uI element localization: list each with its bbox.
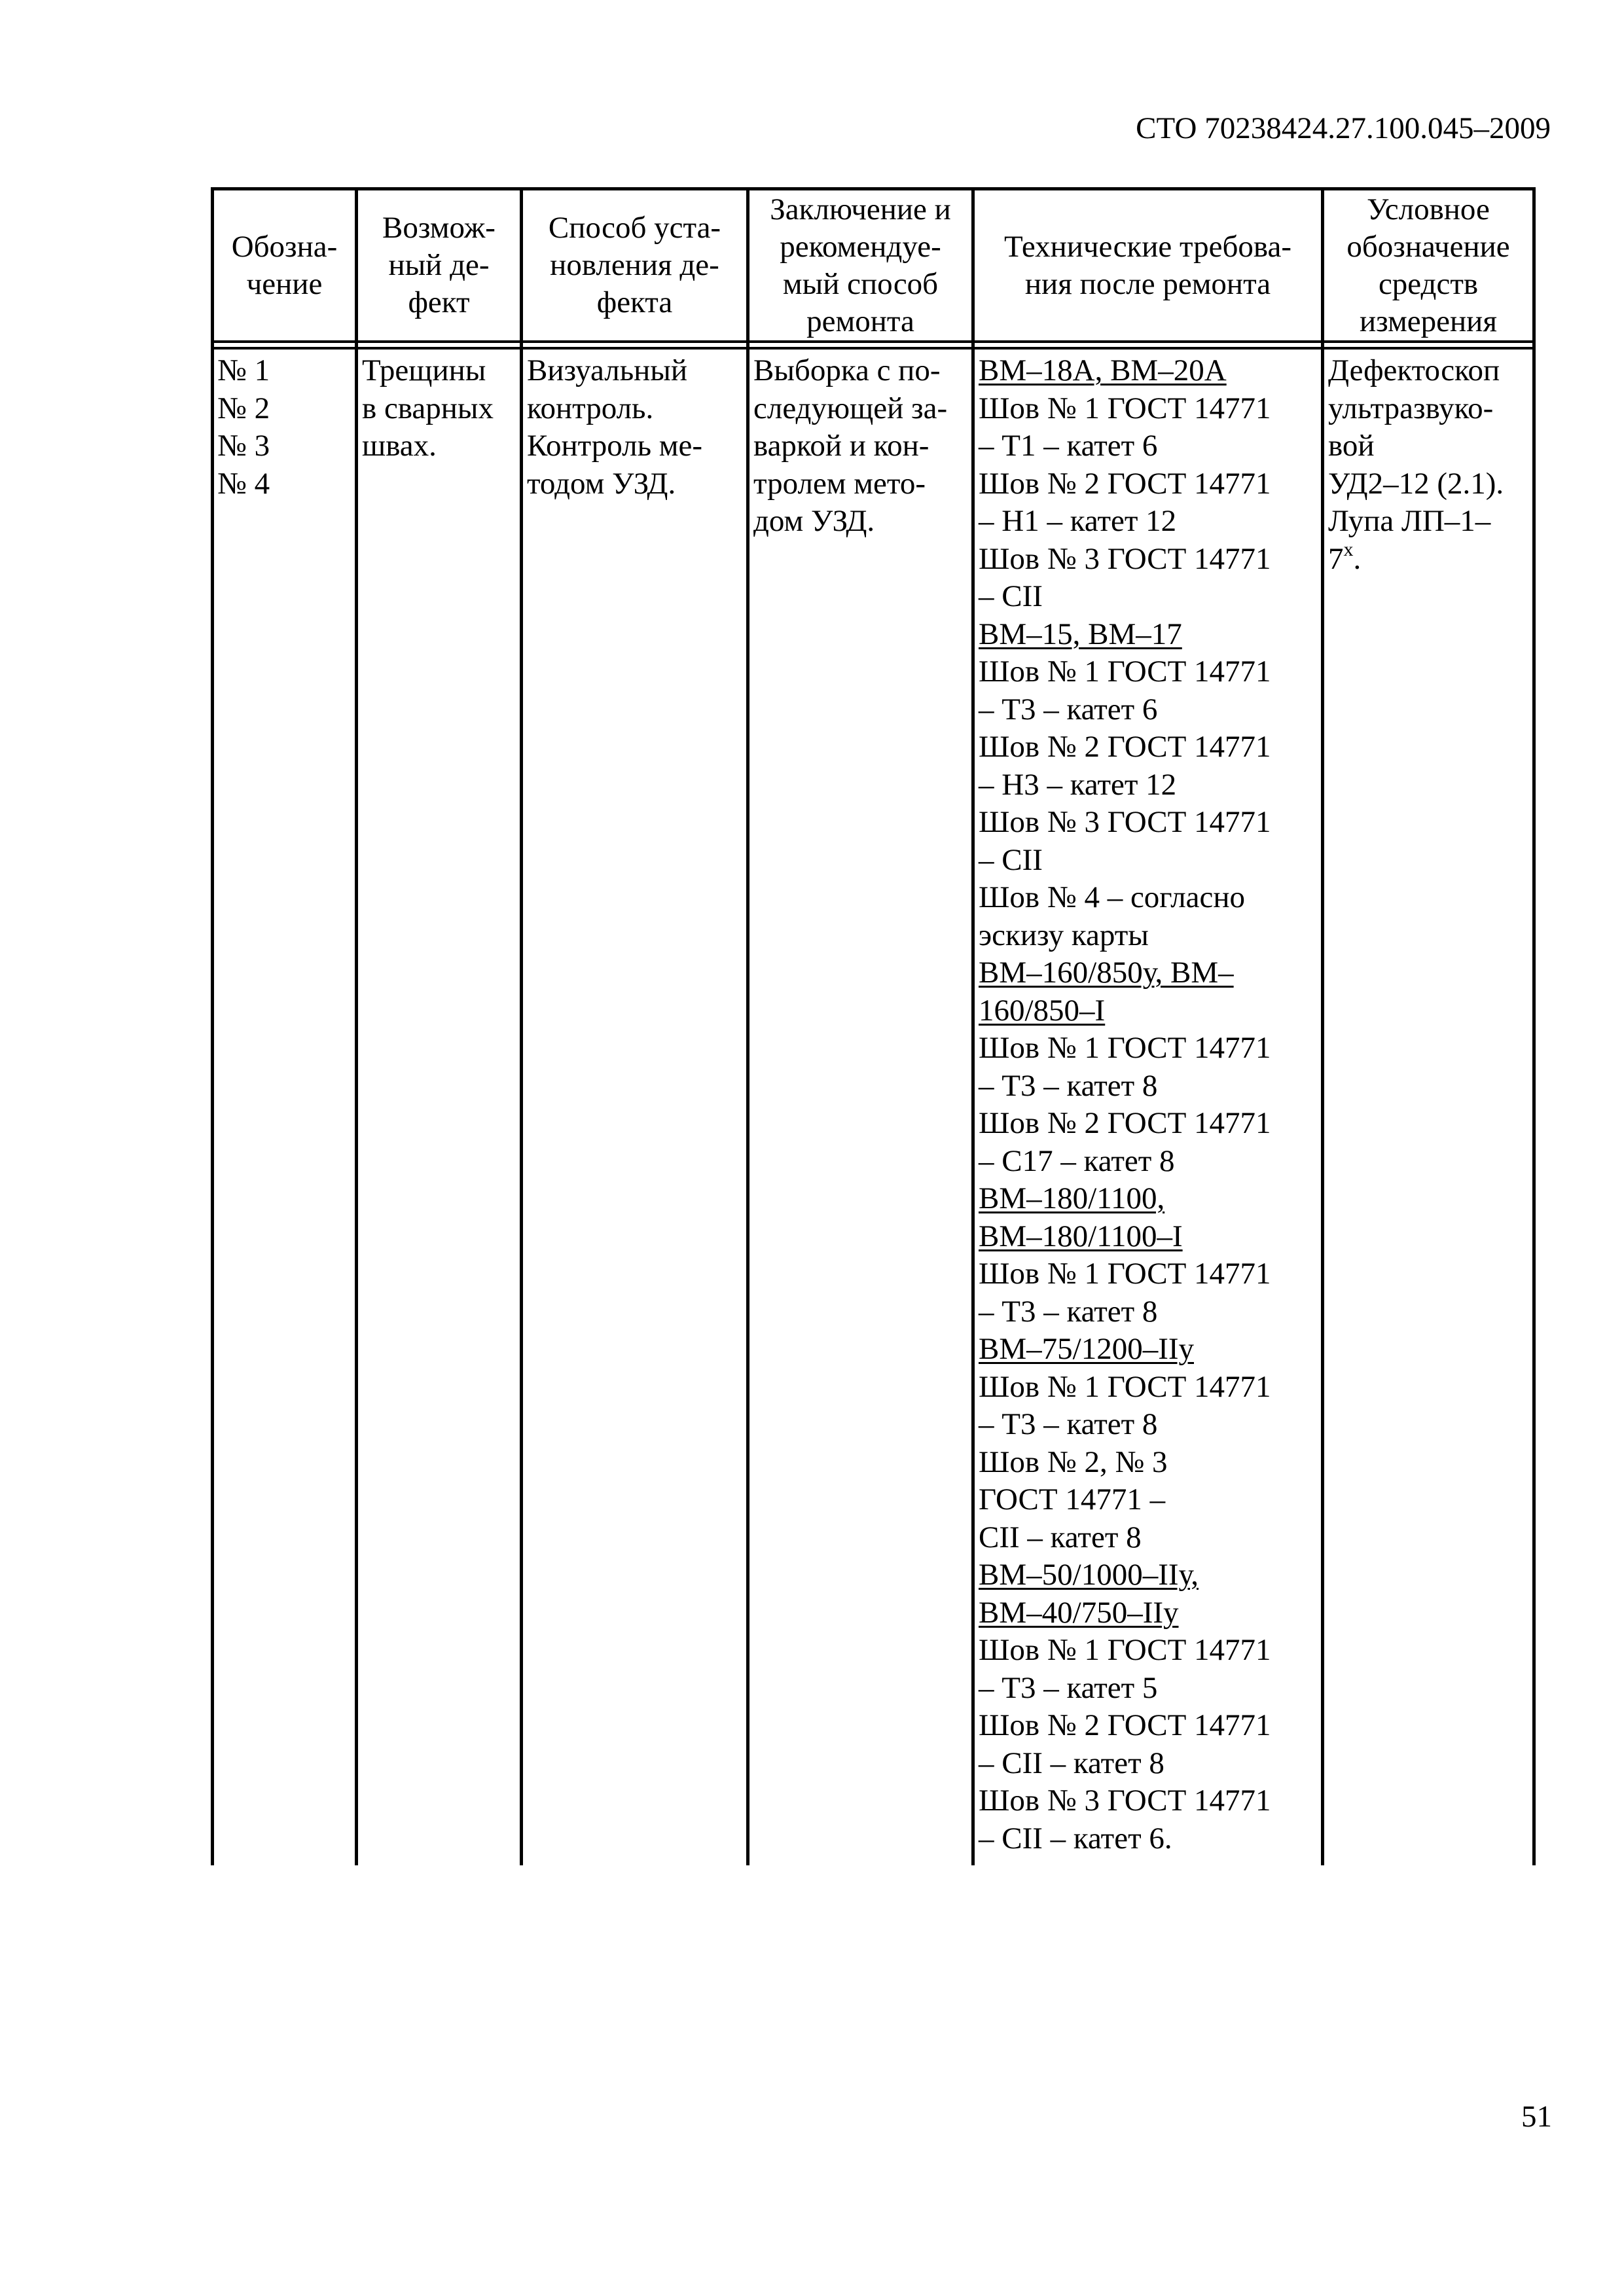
header-line: Способ уста- <box>548 211 721 245</box>
requirement-line: Шов № 2, № 3 <box>979 1444 1168 1479</box>
requirement-line: Шов № 1 ГОСТ 14771 <box>979 1369 1271 1404</box>
model-group-heading: ВМ–15, ВМ–17 <box>979 617 1182 651</box>
cell-line: № 3 <box>217 429 270 463</box>
cell-technical-requirements <box>979 352 1271 1857</box>
requirement-line: ГОСТ 14771 – <box>979 1482 1166 1516</box>
cell-line: Трещины <box>362 353 486 387</box>
requirement-line: Шов № 1 ГОСТ 14771 <box>979 1031 1271 1065</box>
requirement-line: Шов № 1 ГОСТ 14771 <box>979 1633 1271 1667</box>
requirement-line: – Т3 – катет 8 <box>979 1068 1158 1103</box>
header-line: Условное <box>1367 192 1490 226</box>
cell-line: тодом УЗД. <box>527 466 676 501</box>
model-group-heading: ВМ–75/1200–IIу <box>979 1332 1194 1366</box>
col-border-4 <box>971 187 975 1865</box>
header-repair-method <box>749 190 971 340</box>
requirement-line: – Т3 – катет 5 <box>979 1670 1158 1705</box>
header-line: обозначение <box>1346 229 1510 264</box>
cell-line: № 2 <box>217 391 270 425</box>
cell-line: вой <box>1328 429 1375 463</box>
requirement-line: – СII – катет 8 <box>979 1746 1164 1780</box>
cell-line: в сварных <box>362 391 494 425</box>
cell-line: варкой и кон- <box>753 429 929 463</box>
col-border-0 <box>211 187 214 1865</box>
cell-line: ультразвуко- <box>1328 391 1494 425</box>
requirement-line: Шов № 1 ГОСТ 14771 <box>979 655 1271 689</box>
header-line: Технические требова- <box>1003 229 1292 264</box>
model-group-heading: ВМ–180/1100–I <box>979 1219 1183 1253</box>
requirement-line: Шов № 2 ГОСТ 14771 <box>979 1106 1271 1140</box>
requirement-line: – Т1 – катет 6 <box>979 429 1158 463</box>
requirement-line: – СII – катет 6. <box>979 1821 1172 1856</box>
cell-line: дом УЗД. <box>753 504 875 538</box>
requirement-line: – Н3 – катет 12 <box>979 767 1177 802</box>
page-number: 51 <box>1521 2100 1552 2134</box>
cell-line: № 4 <box>217 466 270 501</box>
magnification-value: 7 <box>1328 541 1344 576</box>
header-line: Заключение и <box>770 192 951 226</box>
requirement-line: Шов № 3 ГОСТ 14771 <box>979 1784 1271 1818</box>
cell-line: Контроль ме- <box>527 429 703 463</box>
cell-measuring-instruments <box>1328 352 1504 578</box>
defect-table <box>211 187 1536 1865</box>
model-group-heading: ВМ–160/850у, ВМ– <box>979 956 1234 990</box>
header-possible-defect <box>358 190 520 340</box>
cell-designation <box>217 352 270 503</box>
header-line: рекомендуе- <box>780 229 941 264</box>
requirement-line: – СII <box>979 842 1043 877</box>
header-bottom-rule-2 <box>211 347 1536 350</box>
header-line: новления де- <box>550 248 719 282</box>
header-line: ния после ремонта <box>1024 266 1271 301</box>
header-bottom-rule-1 <box>211 340 1536 343</box>
header-measuring-instruments <box>1324 190 1532 340</box>
model-group-heading: 160/850–I <box>979 993 1106 1028</box>
cell-line: № 1 <box>217 353 270 387</box>
document-code: СТО 70238424.27.100.045–2009 <box>1136 111 1551 145</box>
col-border-2 <box>520 187 523 1865</box>
cell-detection-method <box>527 352 702 503</box>
header-line: Обозна- <box>231 229 338 264</box>
cell-line: контроль. <box>527 391 654 425</box>
header-line: ный де- <box>388 248 490 282</box>
cell-repair-method <box>753 352 947 541</box>
cell-line-magnification <box>1328 538 1504 579</box>
cell-line: швах. <box>362 429 437 463</box>
requirement-line: Шов № 3 ГОСТ 14771 <box>979 805 1271 839</box>
requirement-line: эскизу карты <box>979 918 1149 952</box>
requirement-line: Шов № 2 ГОСТ 14771 <box>979 466 1271 501</box>
requirement-line: Шов № 1 ГОСТ 14771 <box>979 1257 1271 1291</box>
col-border-3 <box>746 187 749 1865</box>
requirement-line: Шов № 3 ГОСТ 14771 <box>979 541 1271 576</box>
magnification-superscript: х <box>1343 538 1354 560</box>
cell-line: Выборка с по- <box>753 353 941 387</box>
header-designation <box>214 190 355 340</box>
model-group-heading: ВМ–50/1000–IIу, <box>979 1558 1199 1592</box>
col-border-1 <box>355 187 358 1865</box>
requirement-line: – СII <box>979 579 1043 613</box>
requirement-line: – Т3 – катет 8 <box>979 1407 1158 1441</box>
col-border-6 <box>1532 187 1536 1865</box>
requirement-line: – Н1 – катет 12 <box>979 504 1177 538</box>
cell-line: Визуальный <box>527 353 688 387</box>
magnification-period: . <box>1353 541 1362 576</box>
header-line: чение <box>246 266 323 301</box>
model-group-heading: ВМ–180/1100, <box>979 1181 1165 1215</box>
cell-line: УД2–12 (2.1). <box>1328 466 1504 501</box>
header-line: измерения <box>1360 304 1497 338</box>
requirement-line: Шов № 2 ГОСТ 14771 <box>979 730 1271 764</box>
col-border-5 <box>1321 187 1324 1865</box>
header-line: фект <box>408 285 470 319</box>
header-technical-requirements <box>975 190 1321 340</box>
cell-line: Дефектоскоп <box>1328 353 1500 387</box>
requirement-line: – Т3 – катет 6 <box>979 692 1158 726</box>
header-line: мый способ <box>782 266 939 301</box>
model-group-heading: ВМ–40/750–IIу <box>979 1595 1179 1630</box>
requirement-line: Шов № 4 – согласно <box>979 880 1246 914</box>
header-line: ремонта <box>806 304 914 338</box>
model-group-heading: ВМ–18А, ВМ–20А <box>979 353 1227 387</box>
requirement-line: Шов № 1 ГОСТ 14771 <box>979 391 1271 425</box>
cell-possible-defect <box>362 352 494 465</box>
header-detection-method <box>523 190 746 340</box>
requirement-line: – С17 – катет 8 <box>979 1143 1175 1178</box>
header-line: средств <box>1378 266 1479 301</box>
requirement-line: – Т3 – катет 8 <box>979 1294 1158 1329</box>
cell-line: следующей за- <box>753 391 948 425</box>
cell-line: Лупа ЛП–1– <box>1328 504 1491 538</box>
header-line: фекта <box>596 285 673 319</box>
header-line: Возмож- <box>382 211 496 245</box>
requirement-line: СII – катет 8 <box>979 1520 1142 1554</box>
requirement-line: Шов № 2 ГОСТ 14771 <box>979 1708 1271 1742</box>
cell-line: тролем мето- <box>753 466 926 501</box>
